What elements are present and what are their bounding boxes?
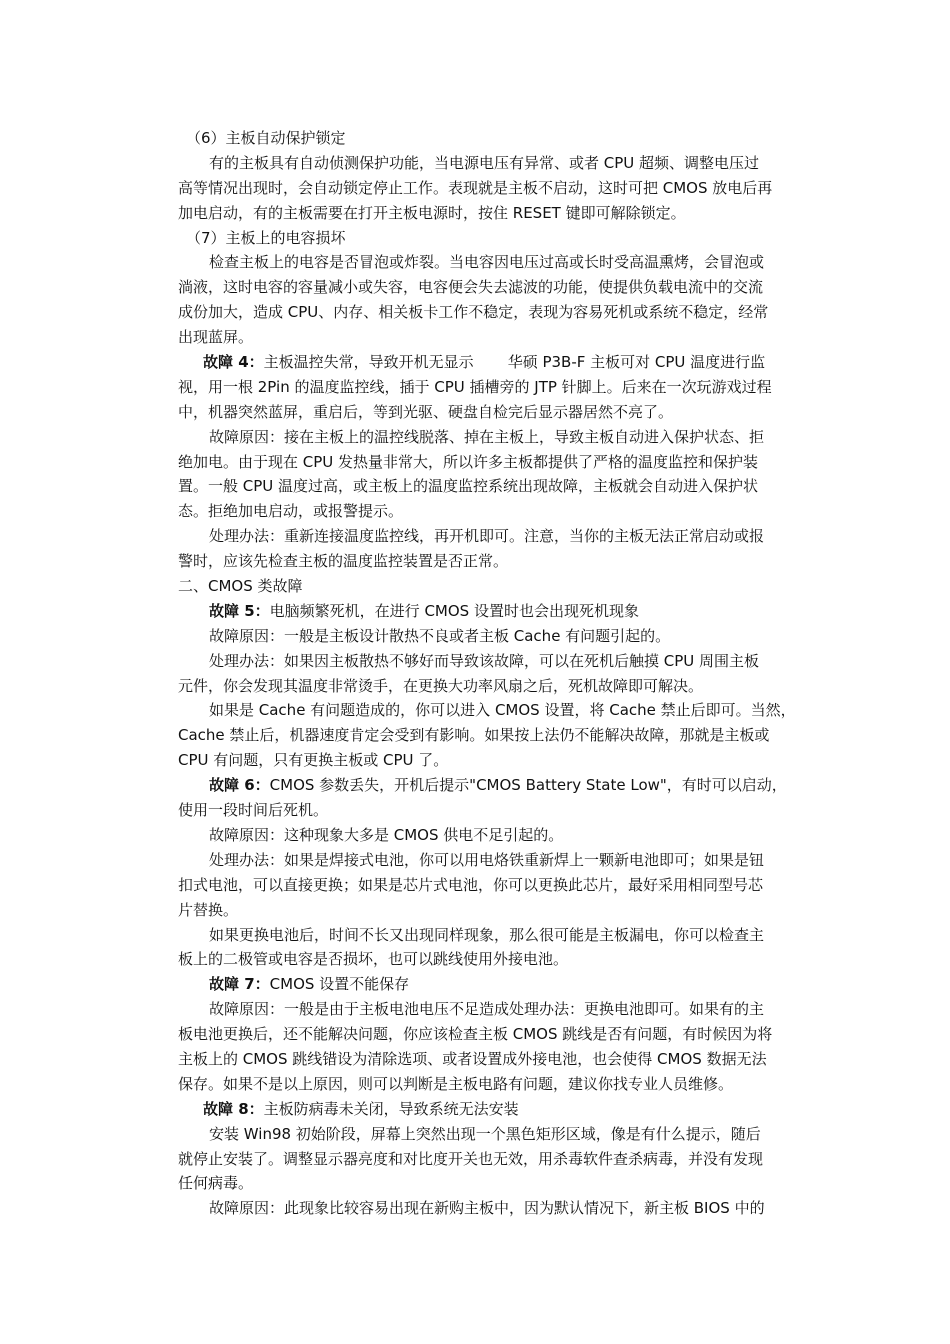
fault-title: 主板防病毒未关闭，导致系统无法安装 — [263, 1099, 519, 1118]
paragraph-line — [178, 425, 818, 450]
text: 高等情况出现时，会自动锁定停止工作。表现就是主板不启动，这时可把 CMOS 放电后再 — [178, 178, 773, 197]
paragraph-line — [178, 848, 818, 873]
paragraph-line — [178, 798, 818, 823]
text: 故障原因：此现象比较容易出现在新购主板中，因为默认情况下，新主板 BIOS 中的 — [209, 1199, 765, 1218]
paragraph-line — [178, 1147, 818, 1172]
text: 淌液，这时电容的容量减小或失容，电容便会失去滤波的功能，使提供负载电流中的交流 — [178, 278, 764, 297]
paragraph-line — [178, 400, 818, 425]
text: 主板上的 CMOS 跳线错设为清除选项、或者设置成外接电池，也会使得 CMOS 数据无法 — [178, 1049, 767, 1068]
text: 如果是 Cache 有问题造成的，你可以进入 CMOS 设置，将 Cache 禁止后即可。当然， — [209, 701, 796, 720]
section-heading — [178, 574, 818, 599]
text: 如果更换电池后，时间不长又出现同样现象，那么很可能是主板漏电，你可以检查主 — [209, 925, 765, 944]
paragraph-line — [178, 674, 818, 699]
fault-heading-line — [178, 1097, 818, 1122]
fault-title: 主板温控失常，导致开机无显示 — [263, 353, 474, 372]
paragraph-line — [178, 723, 818, 748]
text: CPU 有问题，只有更换主板或 CPU 了。 — [178, 751, 449, 770]
text: 板上的二极管或电容是否损坏，也可以跳线使用外接电池。 — [178, 950, 569, 969]
fault-label: 故障 4： — [203, 353, 264, 372]
fault-heading-line — [178, 599, 818, 624]
paragraph-line — [178, 748, 818, 773]
text: 华硕 P3B-F 主板可对 CPU 温度进行监 — [507, 353, 766, 372]
heading-text: （7）主板上的电容损坏 — [186, 228, 346, 247]
paragraph-line — [178, 250, 818, 275]
fault-heading-line — [178, 972, 818, 997]
text: 故障原因：一般是由于主板电池电压不足造成处理办法：更换电池即可。如果有的主 — [209, 1000, 765, 1019]
paragraph-line — [178, 176, 818, 201]
text: 有的主板具有自动侦测保护功能，当电源电压有异常、或者 CPU 超频、调整电压过 — [209, 153, 760, 172]
paragraph-line — [178, 275, 818, 300]
paragraph-line — [178, 947, 818, 972]
text: Cache 禁止后，机器速度肯定会受到有影响。如果按上法仍不能解决故障，那就是主板或 — [178, 726, 770, 745]
text: 中，机器突然蓝屏，重启后，等到光驱、硬盘自检完后显示器居然不亮了。 — [178, 402, 674, 421]
paragraph-line — [178, 151, 818, 176]
section-heading — [178, 226, 818, 251]
text: 成份加大，造成 CPU、内存、相关板卡工作不稳定，表现为容易死机或系统不稳定，经常 — [178, 303, 769, 322]
heading-text: 二、CMOS 类故障 — [178, 577, 303, 596]
paragraph-line — [178, 698, 818, 723]
fault-label: 故障 6： — [209, 776, 270, 795]
paragraph-line — [178, 1196, 818, 1221]
text: 态。拒绝加电启动，或报警提示。 — [178, 502, 404, 521]
text: 扣式电池，可以直接更换；如果是芯片式电池，你可以更换此芯片，最好采用相同型号芯 — [178, 875, 764, 894]
text: 使用一段时间后死机。 — [178, 801, 329, 820]
paragraph-line — [178, 1047, 818, 1072]
text: 任何病毒。 — [178, 1174, 254, 1193]
text: 出现蓝屏。 — [178, 328, 254, 347]
text: 板电池更换后，还不能解决问题，你应该检查主板 CMOS 跳线是否有问题，有时候因为将 — [178, 1025, 773, 1044]
text: 故障原因：一般是主板设计散热不良或者主板 Cache 有问题引起的。 — [209, 626, 671, 645]
text: 保存。如果不是以上原因，则可以判断是主板电路有问题，建议你找专业人员维修。 — [178, 1074, 734, 1093]
fault-label: 故障 7： — [209, 975, 270, 994]
paragraph-line — [178, 624, 818, 649]
paragraph-line — [178, 1072, 818, 1097]
paragraph-line — [178, 300, 818, 325]
text: 绝加电。由于现在 CPU 发热量非常大，所以许多主板都提供了严格的温度监控和保护装 — [178, 452, 759, 471]
paragraph-line — [178, 898, 818, 923]
text: 警时，应该先检查主板的温度监控装置是否正常。 — [178, 552, 509, 571]
paragraph-line — [178, 1122, 818, 1147]
paragraph-line — [178, 450, 818, 475]
document-body — [178, 126, 818, 1221]
paragraph-line — [178, 549, 818, 574]
text: 处理办法：如果是焊接式电池，你可以用电烙铁重新焊上一颗新电池即可；如果是钮 — [209, 850, 765, 869]
text: 故障原因：这种现象大多是 CMOS 供电不足引起的。 — [209, 825, 564, 844]
text: 加电启动，有的主板需要在打开主板电源时，按住 RESET 键即可解除锁定。 — [178, 203, 686, 222]
paragraph-line — [178, 1022, 818, 1047]
paragraph-line — [178, 649, 818, 674]
text: 故障原因：接在主板上的温控线脱落、掉在主板上，导致主板自动进入保护状态、拒 — [209, 427, 765, 446]
text: 安装 Win98 初始阶段，屏幕上突然出现一个黑色矩形区域，像是有什么提示，随后 — [209, 1124, 761, 1143]
paragraph-line — [178, 923, 818, 948]
paragraph-line — [178, 474, 818, 499]
text: 片替换。 — [178, 900, 239, 919]
text: 视，用一根 2Pin 的温度监控线，插于 CPU 插槽旁的 JTP 针脚上。后来在一次玩游戏过程 — [178, 377, 772, 396]
paragraph-line — [178, 325, 818, 350]
paragraph-line — [178, 201, 818, 226]
paragraph-line — [178, 823, 818, 848]
fault-title: CMOS 设置不能保存 — [269, 975, 410, 994]
fault-title: CMOS 参数丢失，开机后提示"CMOS Battery State Low"，有时可以启动， — [269, 776, 787, 795]
section-heading — [178, 126, 818, 151]
fault-title: 电脑频繁死机，在进行 CMOS 设置时也会出现死机现象 — [269, 601, 639, 620]
paragraph-line — [178, 499, 818, 524]
fault-label: 故障 5： — [209, 601, 270, 620]
text: 置。一般 CPU 温度过高，或主板上的温度监控系统出现故障，主板就会自动进入保护状 — [178, 477, 759, 496]
fault-heading-line — [178, 773, 818, 798]
paragraph-line — [178, 375, 818, 400]
fault-label: 故障 8： — [203, 1099, 264, 1118]
text: 元件，你会发现其温度非常烫手，在更换大功率风扇之后，死机故障即可解决。 — [178, 676, 704, 695]
text: 处理办法：如果因主板散热不够好而导致该故障，可以在死机后触摸 CPU 周围主板 — [209, 651, 760, 670]
paragraph-line — [178, 524, 818, 549]
heading-text: （6）主板自动保护锁定 — [186, 129, 346, 147]
text: 处理办法：重新连接温度监控线，再开机即可。注意，当你的主板无法正常启动或报 — [209, 527, 765, 546]
paragraph-line — [178, 1171, 818, 1196]
paragraph-line — [178, 873, 818, 898]
fault-heading-line — [178, 350, 818, 375]
paragraph-line — [178, 997, 818, 1022]
text: 检查主板上的电容是否冒泡或炸裂。当电容因电压过高或长时受高温熏烤，会冒泡或 — [209, 253, 765, 272]
text: 就停止安装了。调整显示器亮度和对比度开关也无效，用杀毒软件查杀病毒，并没有发现 — [178, 1149, 764, 1168]
